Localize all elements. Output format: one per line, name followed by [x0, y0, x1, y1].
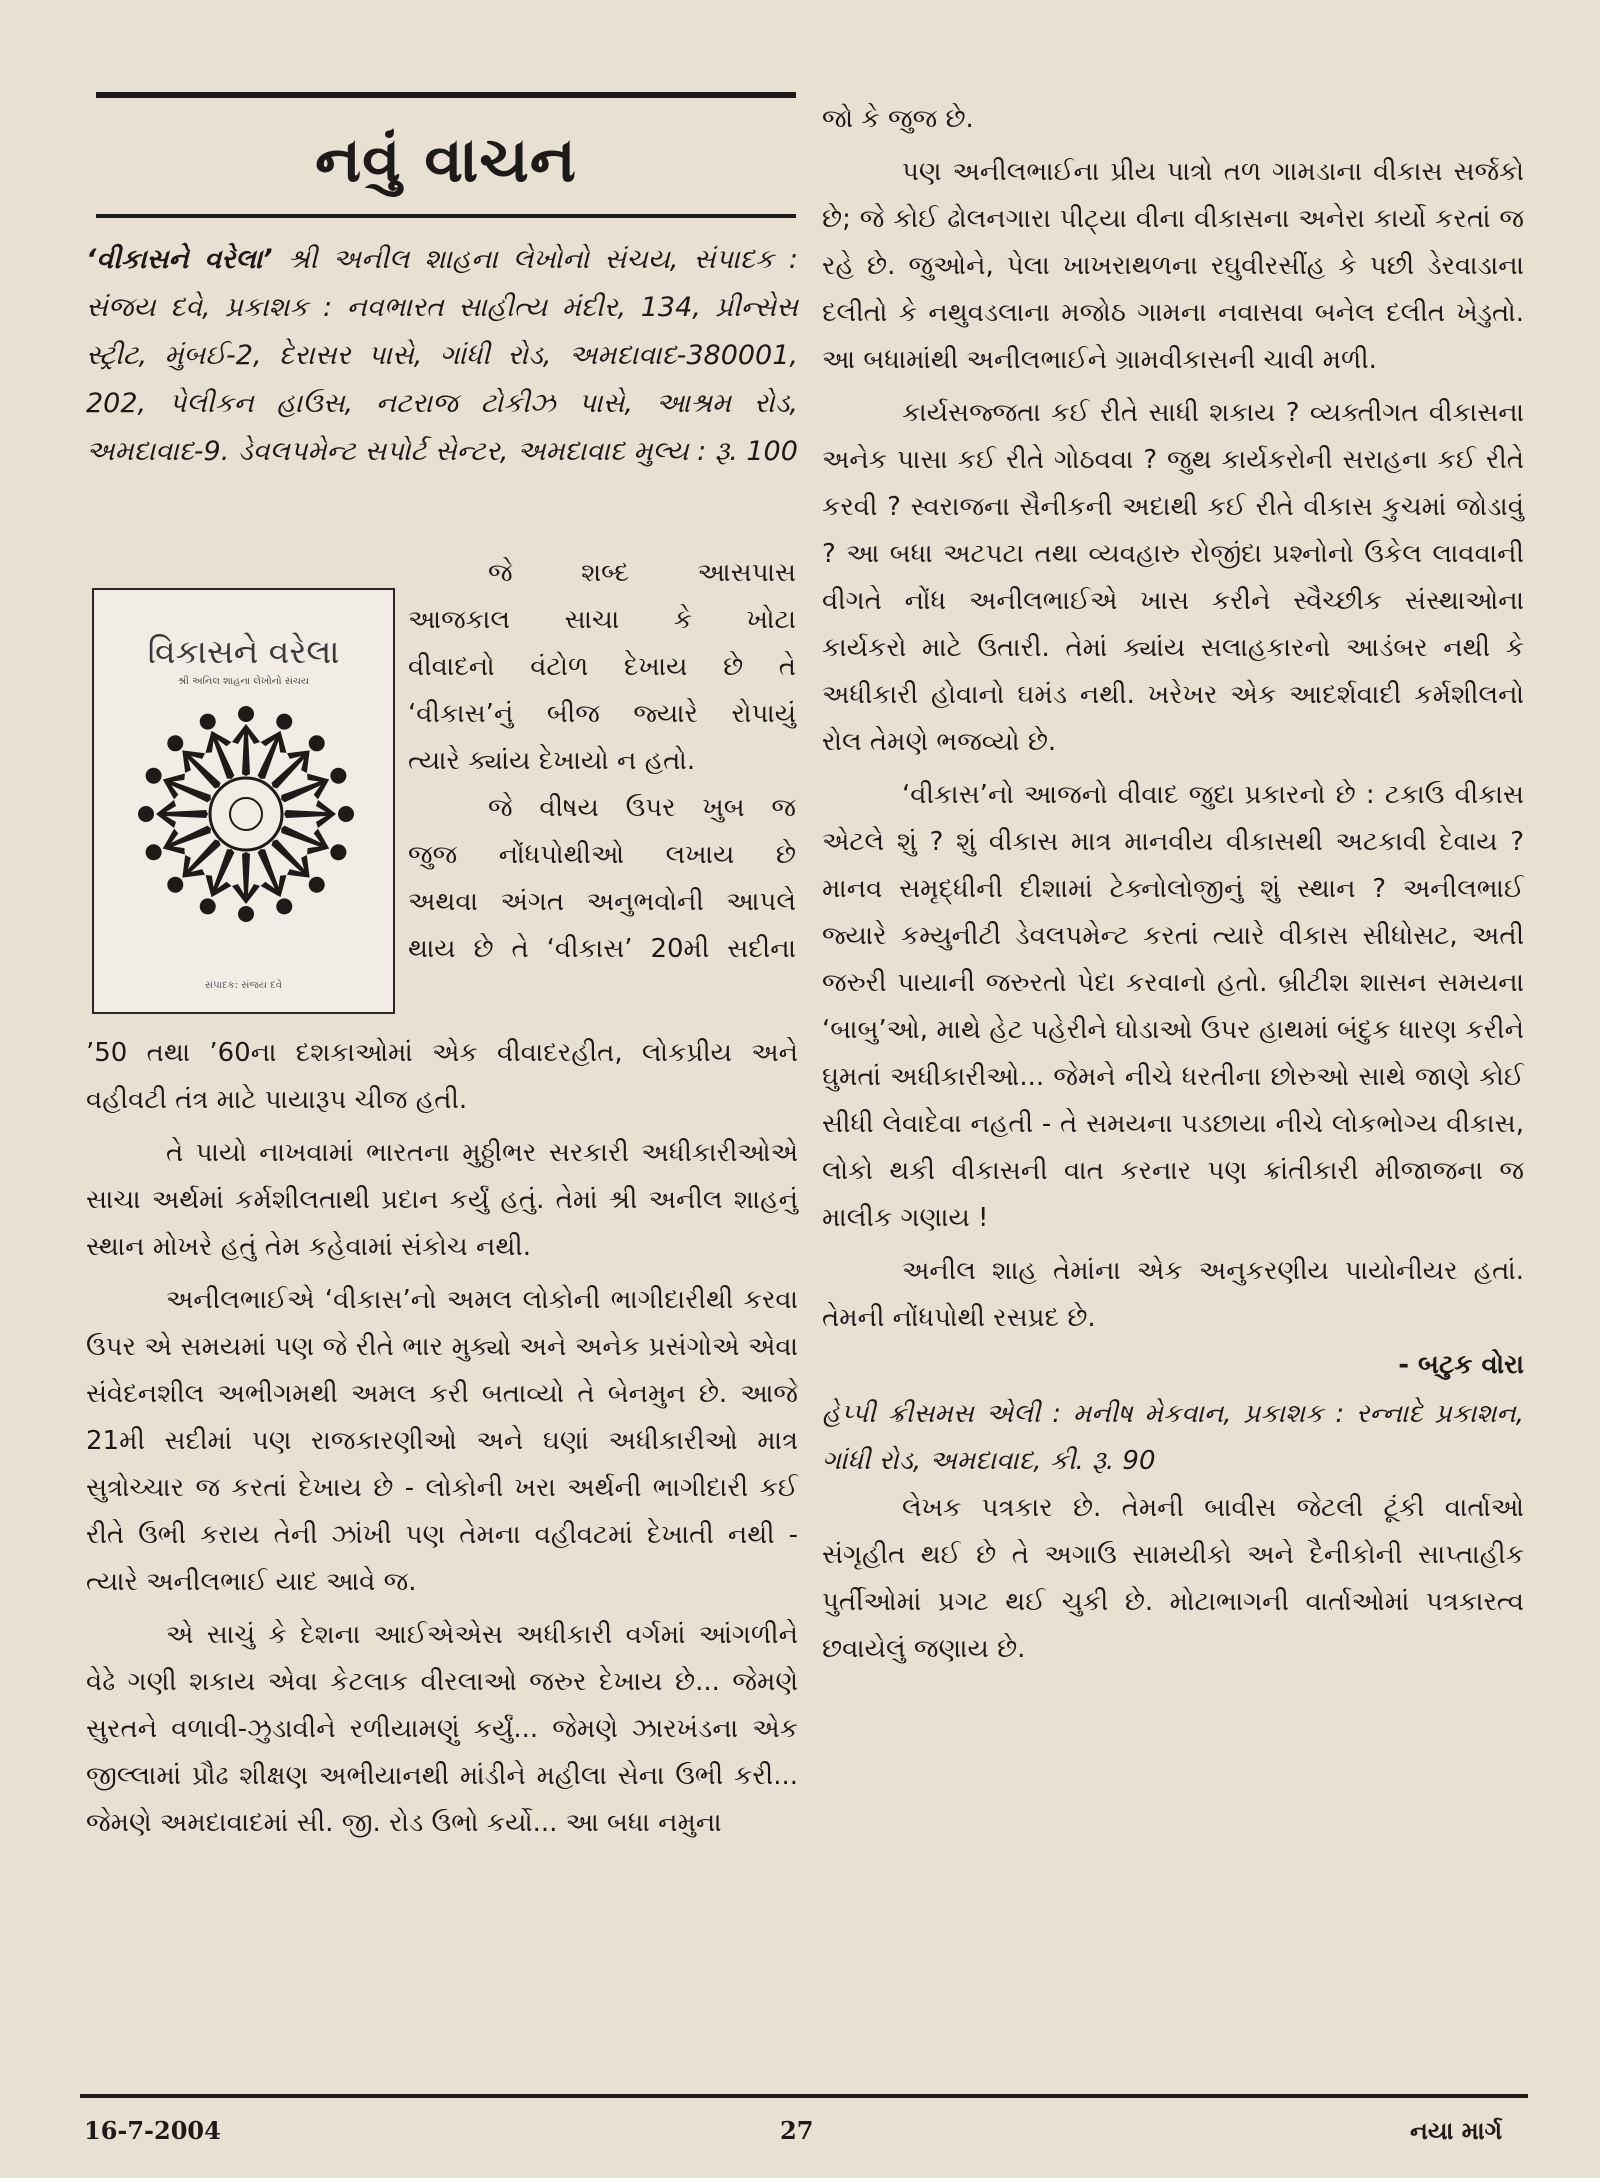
right-column-paragraphs [822, 96, 1524, 1342]
footer-date: 16-7-2004 [84, 2116, 221, 2145]
book-cover-title: વિકાસને વરેલા [147, 632, 340, 671]
heading-top-rule [96, 92, 796, 98]
review1-book-title: ‘વીકાસને વરેલા’ [86, 244, 273, 275]
book-cover-image [92, 588, 395, 1014]
review1-signature: - બટુક વોરા [1398, 1350, 1524, 1380]
wrap-line: જે શબ્દ આસપાસ [488, 558, 796, 588]
right-paragraph: જો કે જુજ છે. [822, 104, 974, 134]
left-paragraph: ’50 તથા ’60ના દશકાઓમાં એક વીવાદરહીત, લોકપ્રીય અને વહીવટી તંત્ર માટે પાયારૂપ ચીજ હતી. [86, 1038, 798, 1115]
wrap-line: ‘વીકાસ’નું બીજ જ્યારે રોપાયું [408, 699, 796, 729]
right-paragraph: પણ અનીલભાઈના પ્રીય પાત્રો તળ ગામડાના વીકાસ સર્જકો છે; જે કોઈ ઢોલનગારા પીટ્યા વીના વીકાસના અનેરા કાર્યો કરતાં જ રહે છે. જુઓને, પેલા ખાખરાથળના રઘુવીરસીંહ કે પછી ડેરવાડાના દલીતો કે નથુવડલાના મજોઠ ગામના નવાસવા બનેલ દલીત ખેડુતો. આ બધામાંથી અનીલભાઈને ગ્રામવીકાસની ચાવી મળી. [822, 157, 1524, 375]
wrap-paragraph-1 [408, 550, 796, 785]
review1-meta [86, 236, 798, 476]
left-paragraph: એ સાચું કે દેશના આઈએએસ અધીકારી વર્ગમાં આંગળીને વેઢે ગણી શકાય એવા કેટલાક વીરલાઓ જરુર દેખાય છે... જેમણે સુરતને વળાવી-ઝુડાવીને રળીયામણું કર્યું... જેમણે ઝારખંડના એક જીલ્લામાં પ્રૌઢ શીક્ષણ અભીયાનથી માંડીને મહીલા સેના ઉભી કરી... જેમણે અમદાવાદમાં સી. જી. રોડ ઉભો કર્યો... આ બધા નમુના [86, 1620, 798, 1838]
section-heading: નવું વાચન [314, 123, 577, 196]
left-paragraph: તે પાયો નાખવામાં ભારતના મુઠ્ઠીભર સરકારી અધીકારીઓએ સાચા અર્થમાં કર્મશીલતાથી પ્રદાન કર્યું હતું. તેમાં શ્રી અનીલ શાહનું સ્થાન મોખરે હતું તેમ કહેવામાં સંકોચ નથી. [86, 1138, 798, 1262]
book-cover-subtitle: શ્રી અનિલ શાહના લેખોનો સંચય [177, 676, 310, 687]
footer-page-number: 27 [780, 2116, 814, 2145]
wrap-line: થાય છે તે ‘વીકાસ’ 20મી સદીના [408, 934, 796, 964]
wrap-line: જે વીષય ઉપર ખુબ જ [488, 793, 796, 823]
mandala-figure-icon [134, 702, 358, 926]
wrap-line: ત્યારે ક્યાંય દેખાયો ન હતો. [408, 746, 696, 776]
left-column-text [86, 1030, 798, 1847]
right-column-text [822, 96, 1524, 1673]
wrap-line: વીવાદનો વંટોળ દેખાય છે તે [408, 652, 796, 682]
wrap-line: અથવા અંગત અનુભવોની આપલે [408, 887, 796, 917]
wrap-text-block [408, 550, 796, 973]
review1-meta-text: શ્રી અનીલ શાહના લેખોનો સંચય, સંપાદક : સંજય દવે, પ્રકાશક : નવભારત સાહીત્ય મંદીર, 134, પ્રીન્સેસ સ્ટ્રીટ, મુંબઈ-2, દેરાસર પાસે, ગાંધી રોડ, અમદાવાદ-380001, 202, પેલીકન હાઉસ, નટરાજ ટોકીઝ પાસે, આશ્રમ રોડ, અમદાવાદ-9. ડેવલપમેન્ટ સપોર્ટ સેન્ટર, અમદાવાદ મુલ્ય : રૂ. 100 [86, 244, 798, 467]
book-cover-editor: સંપાદક: સંજય દવે [205, 980, 282, 991]
heading-bottom-rule [96, 214, 796, 218]
review2-meta: હેપ્પી ક્રીસમસ એલી : મનીષ મેકવાન, પ્રકાશક : રન્નાદે પ્રકાશન, ગાંધી રોડ, અમદાવાદ, કી. રૂ. 90 [822, 1399, 1524, 1476]
wrap-paragraph-2 [408, 785, 796, 973]
right-paragraph: કાર્યસજ્જતા કઈ રીતે સાધી શકાય ? વ્યક્તીગત વીકાસના અનેક પાસા કઈ રીતે ગોઠવવા ? જુથ કાર્યકરોની સરાહના કઈ રીતે કરવી ? સ્વરાજના સૈનીકની અદાથી કઈ રીતે વીકાસ કુચમાં જોડાવું ? આ બધા અટપટા તથા વ્યવહારુ રોજીંદા પ્રશ્નોનો ઉકેલ લાવવાની વીગતે નોંધ અનીલભાઈએ ખાસ કરીને સ્વૈચ્છીક સંસ્થાઓના કાર્યકરો માટે ઉતારી. તેમાં ક્યાંય સલાહકારનો આડંબર નથી કે અધીકારી હોવાનો ઘમંડ નથી. ખરેખર એક આદર્શવાદી કર્મશીલનો રોલ તેમણે ભજવ્યો છે. [822, 398, 1524, 757]
left-paragraph: અનીલભાઈએ ‘વીકાસ’નો અમલ લોકોની ભાગીદારીથી કરવા ઉપર એ સમયમાં પણ જે રીતે ભાર મુક્યો અને અનેક પ્રસંગોએ એવા સંવેદનશીલ અભીગમથી અમલ કરી બતાવ્યો તે બેનમુન છે. આજે 21મી સદીમાં પણ રાજકારણીઓ અને ઘણાં અધીકારીઓ માત્ર સુત્રોચ્ચાર જ કરતાં દેખાય છે - લોકોની ખરા અર્થની ભાગીદારી કઈ રીતે ઉભી કરાય તેની ઝાંખી પણ તેમના વહીવટમાં દેખાતી નથી - ત્યારે અનીલભાઈ યાદ આવે જ. [86, 1285, 798, 1597]
footer-rule [80, 2094, 1528, 2098]
right-paragraph: અનીલ શાહ તેમાંના એક અનુકરણીય પાયોનીયર હતાં. તેમની નોંધપોથી રસપ્રદ છે. [822, 1256, 1524, 1333]
footer-magazine-name: નયા માર્ગ [1410, 2116, 1503, 2145]
wrap-line: જુજ નોંધપોથીઓ લખાય છે [408, 840, 796, 870]
wrap-line: આજકાલ સાચા કે ખોટા [408, 605, 796, 635]
right-paragraph: ‘વીકાસ’નો આજનો વીવાદ જુદા પ્રકારનો છે : ટકાઉ વીકાસ એટલે શું ? શું વીકાસ માત્ર માનવીય વીકાસથી અટકાવી દેવાય ? માનવ સમૃદ્ધીની દીશામાં ટેક્નોલોજીનું શું સ્થાન ? અનીલભાઈ જ્યારે કમ્યુનીટી ડેવલપમેન્ટ કરતાં ત્યારે વીકાસ સીધોસટ, અતી જરુરી પાયાની જરુરતો પેદા કરવાનો હતો. બ્રીટીશ શાસન સમયના ‘બાબુ’ઓ, માથે હેટ પહેરીને ઘોડાઓ ઉપર હાથમાં બંદુક ધારણ કરીને ઘુમતાં અધીકારીઓ... જેમને નીચે ધરતીના છોરુઓ સાથે જાણે કોઈ સીધી લેવાદેવા નહતી - તે સમયના પડછાયા નીચે લોકભોગ્ય વીકાસ, લોકો થકી વીકાસની વાત કરનાર પણ ક્રાંતીકારી મીજાજના જ માલીક ગણાય ! [822, 780, 1524, 1233]
review2-paragraph: લેખક પત્રકાર છે. તેમની બાવીસ જેટલી ટૂંકી વાર્તાઓ સંગૃહીત થઈ છે તે અગાઉ સામયીકો અને દૈનીકોની સાપ્તાહીક પુર્તીઓમાં પ્રગટ થઈ ચુકી છે. મોટાભાગની વાર્તાઓમાં પત્રકારત્વ છવાયેલું જણાય છે. [822, 1493, 1524, 1664]
